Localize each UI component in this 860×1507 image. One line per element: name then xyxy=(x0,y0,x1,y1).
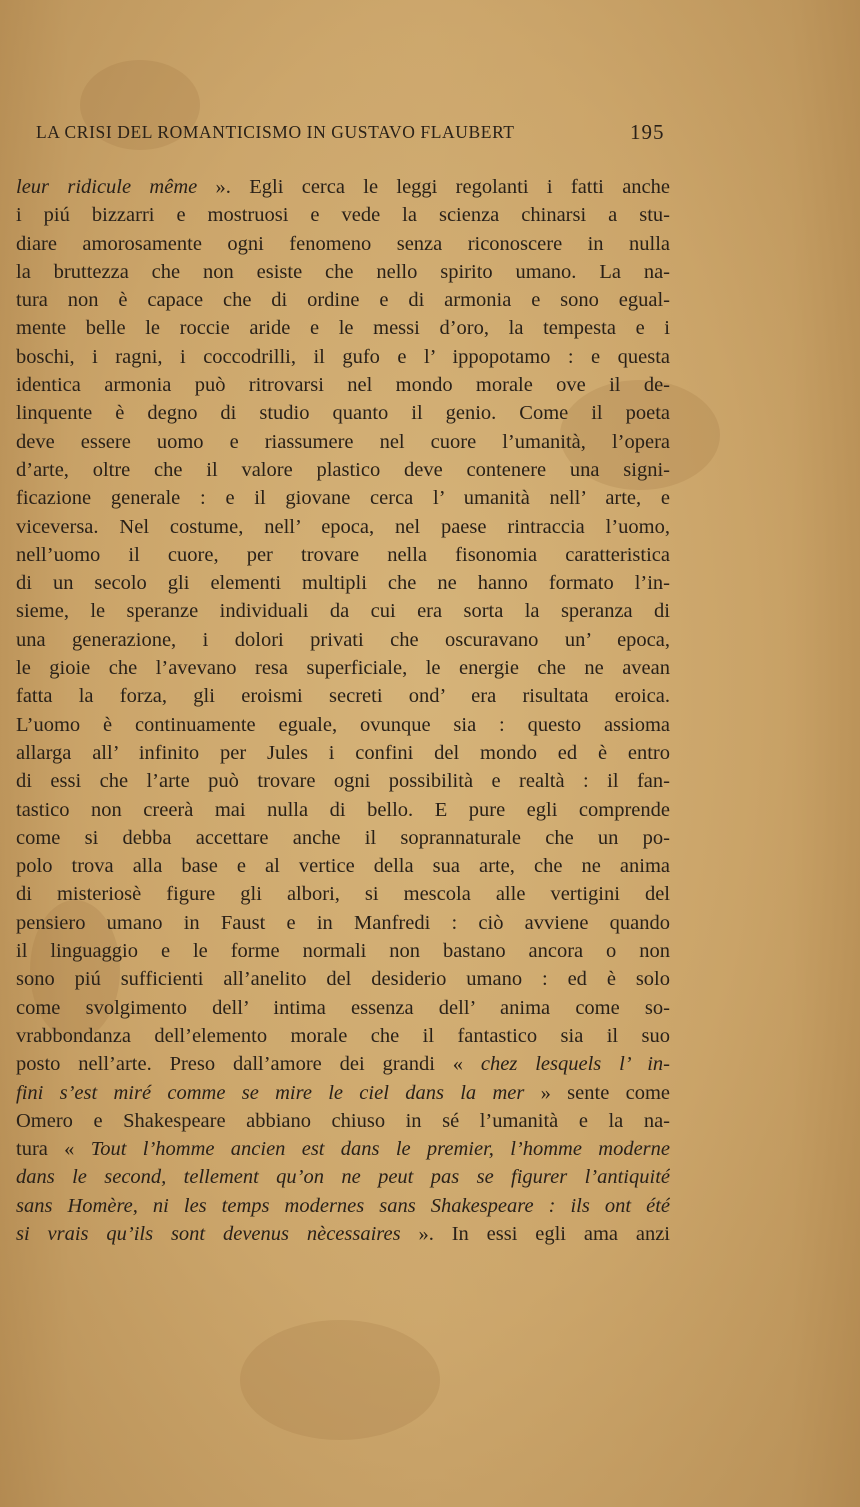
text-segment: pensiero umano in Faust e in Manfredi : ciò avviene quando xyxy=(16,911,670,934)
text-segment: identica armonia può ritrovarsi nel mondo morale ove il de- xyxy=(16,374,670,397)
text-line xyxy=(16,1079,670,1107)
text-segment: viceversa. Nel costume, nell’ epoca, nel paese rintraccia l’uomo, xyxy=(16,515,670,538)
text-line xyxy=(16,1220,670,1248)
text-segment: sieme, le speranze individuali da cui era sorta la speranza di xyxy=(16,600,670,623)
text-line xyxy=(16,824,670,852)
text-segment: le gioie che l’avevano resa superficiale, le energie che ne avean xyxy=(16,657,670,680)
text-line xyxy=(16,711,670,739)
text-line xyxy=(16,513,670,541)
text-segment: di essi che l’arte può trovare ogni possibilità e realtà : il fan- xyxy=(16,770,670,793)
text-line xyxy=(16,314,670,342)
text-line xyxy=(16,937,670,965)
text-line xyxy=(16,1192,670,1220)
text-segment: tura « xyxy=(16,1138,91,1161)
text-segment: boschi, i ragni, i coccodrilli, il gufo e l’ ippopotamo : e questa xyxy=(16,345,670,368)
text-segment: tura non è capace che di ordine e di armonia e sono egual- xyxy=(16,289,670,312)
text-line xyxy=(16,1107,670,1135)
text-line xyxy=(16,541,670,569)
text-line xyxy=(16,201,670,229)
text-line xyxy=(16,965,670,993)
text-line xyxy=(16,654,670,682)
page-number: 195 xyxy=(630,120,665,144)
text-line xyxy=(16,173,670,201)
text-line xyxy=(16,597,670,625)
text-line xyxy=(16,428,670,456)
text-line xyxy=(16,399,670,427)
text-segment: L’uomo è continuamente eguale, ovunque sia : questo assioma xyxy=(16,713,670,736)
text-segment: tastico non creerà mai nulla di bello. E pure egli comprende xyxy=(16,798,670,821)
text-segment: diare amorosamente ogni fenomeno senza riconoscere in nulla xyxy=(16,232,670,255)
text-segment: posto nell’arte. Preso dall’amore dei grandi « xyxy=(16,1053,481,1076)
italic-text-segment: fini s’est miré comme se mire le ciel dans la mer xyxy=(16,1081,525,1104)
text-line xyxy=(16,909,670,937)
text-line xyxy=(16,852,670,880)
text-line xyxy=(16,796,670,824)
text-line xyxy=(16,767,670,795)
italic-text-segment: leur ridicule même xyxy=(16,176,198,198)
text-segment: la bruttezza che non esiste che nello spirito umano. La na- xyxy=(16,260,670,283)
text-segment: Omero e Shakespeare abbiano chiuso in sé l’umanità e la na- xyxy=(16,1109,670,1132)
text-segment: allarga all’ infinito per Jules i confini del mondo ed è entro xyxy=(16,741,670,764)
text-line xyxy=(16,739,670,767)
text-segment: come svolgimento dell’ intima essenza dell’ anima come so- xyxy=(16,996,670,1019)
text-segment: ». In essi egli ama anzi xyxy=(400,1222,670,1245)
body-text xyxy=(16,173,670,1248)
italic-text-segment: chez lesquels l’ in- xyxy=(480,1053,670,1076)
text-line xyxy=(16,569,670,597)
text-segment: d’arte, oltre che il valore plastico deve contenere una signi- xyxy=(16,458,670,481)
text-line xyxy=(16,371,670,399)
text-segment: di un secolo gli elementi multipli che ne hanno formato l’in- xyxy=(16,572,670,595)
text-segment: come si debba accettare anche il soprannaturale che un po- xyxy=(16,826,670,849)
text-segment: vrabbondanza dell’elemento morale che il fantastico sia il suo xyxy=(16,1024,670,1047)
text-segment: i piú bizzarri e mostruosi e vede la scienza chinarsi a stu- xyxy=(16,204,670,227)
text-line xyxy=(16,1163,670,1191)
text-segment: mente belle le roccie aride e le messi d’oro, la tempesta e i xyxy=(16,317,670,340)
paper-stain xyxy=(240,1320,440,1440)
italic-text-segment: sans Homère, ni les temps modernes sans Shakespeare : ils ont été xyxy=(16,1194,670,1217)
text-segment: ». Egli cerca le leggi regolanti i fatti anche xyxy=(197,176,670,198)
text-segment: il linguaggio e le forme normali non bastano ancora o non xyxy=(16,940,670,963)
italic-text-segment: Tout l’homme ancien est dans le premier, l’homme moderne xyxy=(90,1138,670,1161)
text-line xyxy=(16,230,670,258)
running-header: LA CRISI DEL ROMANTICISMO IN GUSTAVO FLAUBERT xyxy=(36,122,515,142)
text-segment: di misteriosè figure gli albori, si mescola alle vertigini del xyxy=(16,883,670,906)
text-segment: deve essere uomo e riassumere nel cuore l’umanità, l’opera xyxy=(16,430,670,453)
text-line xyxy=(16,343,670,371)
text-segment: » sente come xyxy=(524,1081,670,1104)
text-line xyxy=(16,994,670,1022)
text-line xyxy=(16,626,670,654)
text-segment: sono piú sufficienti all’anelito del desiderio umano : ed è solo xyxy=(16,968,670,991)
text-segment: una generazione, i dolori privati che oscuravano un’ epoca, xyxy=(16,628,670,651)
text-segment: ficazione generale : e il giovane cerca l’ umanità nell’ arte, e xyxy=(16,487,670,510)
italic-text-segment: si vrais qu’ils sont devenus nècessaires xyxy=(16,1222,401,1245)
text-line xyxy=(16,682,670,710)
text-segment: polo trova alla base e al vertice della sua arte, che ne anima xyxy=(16,855,670,878)
text-line xyxy=(16,258,670,286)
text-line xyxy=(16,456,670,484)
text-segment: linquente è degno di studio quanto il genio. Come il poeta xyxy=(16,402,670,425)
text-line xyxy=(16,1022,670,1050)
text-line xyxy=(16,286,670,314)
text-line xyxy=(16,1135,670,1163)
text-line xyxy=(16,1050,670,1078)
text-line xyxy=(16,880,670,908)
text-line xyxy=(16,484,670,512)
text-segment: nell’uomo il cuore, per trovare nella fisonomia caratteristica xyxy=(16,543,670,566)
text-segment: fatta la forza, gli eroismi secreti ond’ era risultata eroica. xyxy=(16,685,670,708)
italic-text-segment: dans le second, tellement qu’on ne peut pas se figurer l’antiquité xyxy=(16,1166,670,1189)
